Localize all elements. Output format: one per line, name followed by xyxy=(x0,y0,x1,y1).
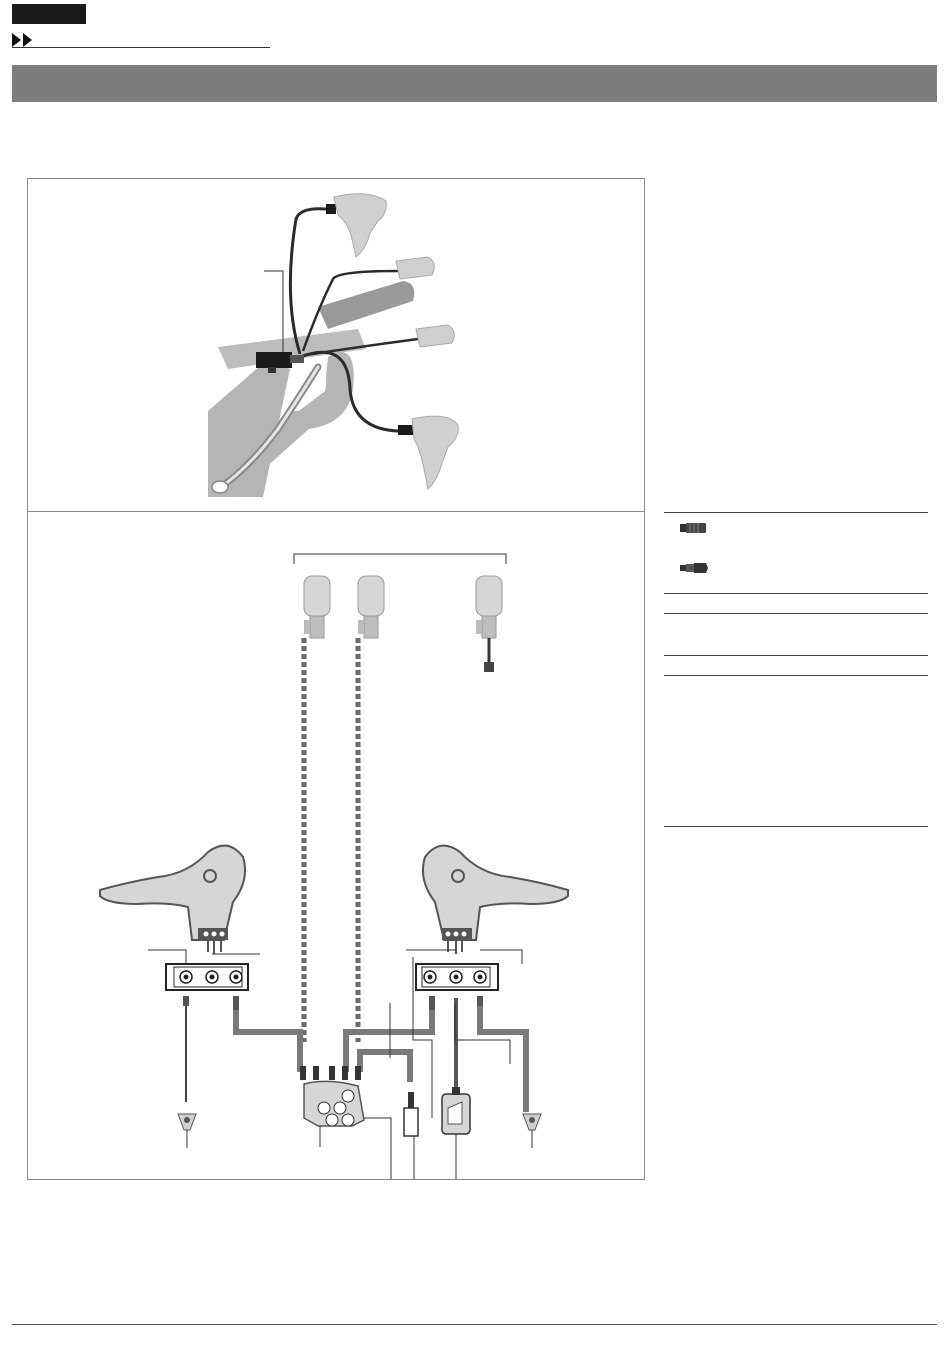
upper-shift-switch xyxy=(396,257,434,279)
legend-rule xyxy=(664,655,928,656)
switch-group-bracket xyxy=(294,554,506,564)
upper-brake-lever xyxy=(334,194,386,257)
junction-box xyxy=(256,352,292,368)
battery-mount xyxy=(442,1094,470,1134)
leader-continuation xyxy=(28,1179,644,1180)
remote-switch-2 xyxy=(358,576,384,638)
lower-shift-switch xyxy=(416,325,454,347)
breadcrumb-underline xyxy=(12,47,270,48)
right-shift-brake-lever xyxy=(423,846,568,940)
legend-rule xyxy=(664,613,928,614)
inline-cable-unit xyxy=(404,1108,418,1136)
right-sensor xyxy=(523,1114,541,1130)
footer-rule xyxy=(12,1324,937,1325)
remote-switch-3 xyxy=(476,576,502,672)
header-tag xyxy=(12,4,86,24)
left-junction-block xyxy=(166,964,248,990)
wiring-schematic-illustration xyxy=(28,512,644,1179)
section-title-bar xyxy=(12,65,937,102)
legend-rule xyxy=(664,512,928,513)
left-shift-brake-lever xyxy=(100,846,245,940)
handlebar-wiring-illustration xyxy=(28,179,644,511)
handlebar-top xyxy=(318,281,414,329)
angled-plug-connector-icon xyxy=(676,560,712,576)
left-sensor xyxy=(178,1114,196,1130)
legend-rule xyxy=(664,675,928,676)
lower-brake-lever xyxy=(412,416,458,489)
double-triangle-right-icon xyxy=(12,33,36,47)
right-junction-block xyxy=(416,964,498,990)
legend-rule xyxy=(664,826,928,827)
remote-switch-1 xyxy=(304,576,330,638)
figure-frame xyxy=(27,178,645,1180)
rear-junction xyxy=(304,1081,364,1126)
legend-rule xyxy=(664,593,928,594)
straight-plug-connector-icon xyxy=(676,520,712,536)
cable-to-upper-lever xyxy=(290,209,326,354)
